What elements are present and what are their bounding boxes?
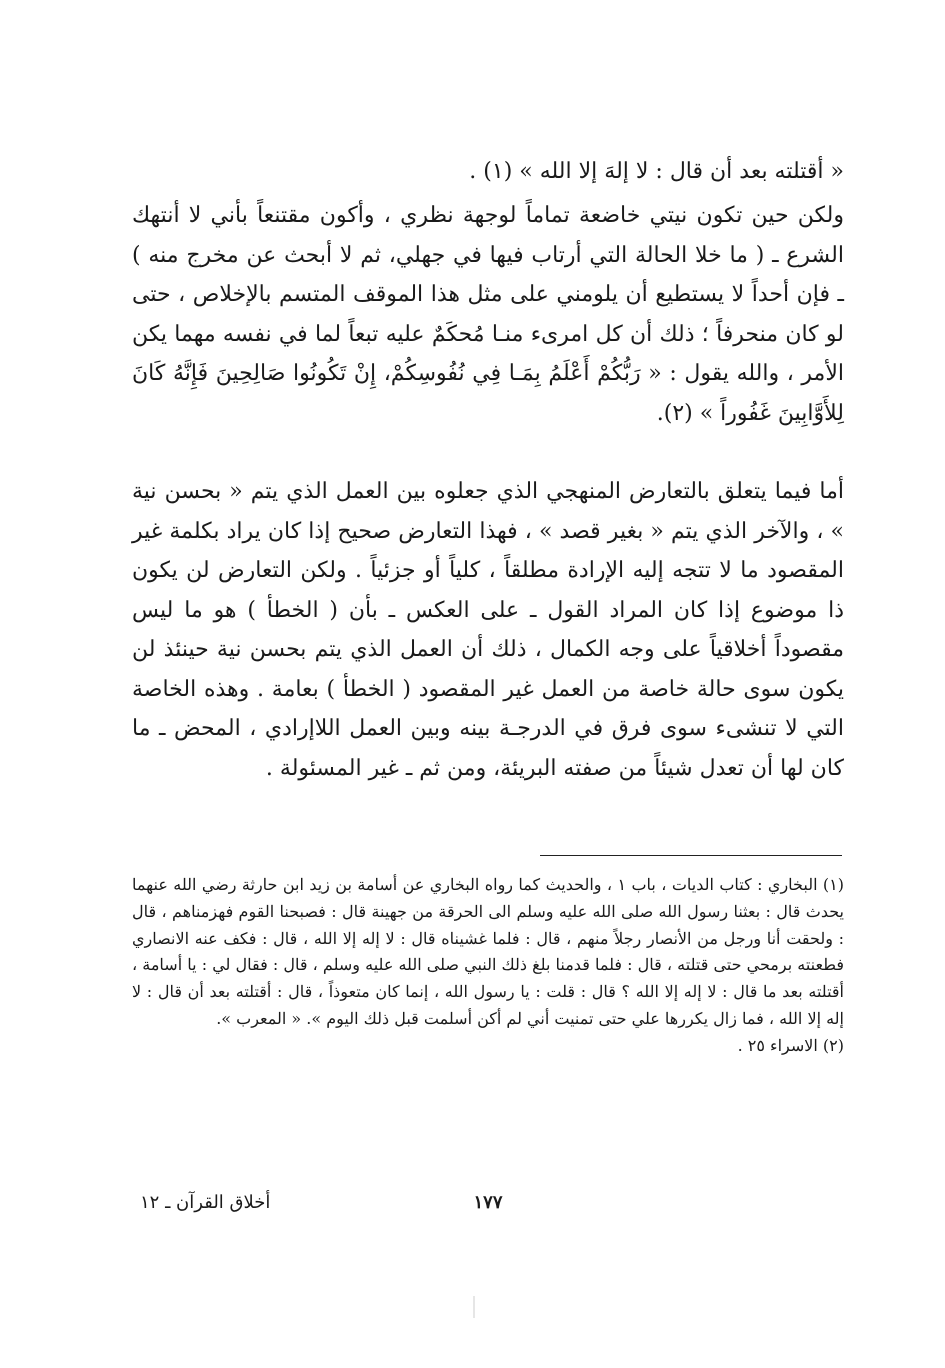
scan-artifact-mark xyxy=(473,1296,475,1318)
footnote-1: (١) البخاري : كتاب الديات ، باب ١ ، والحديث كما رواه البخاري عن أسامة بن زيد ابن حارثة رضي الله عنهما يحدث قال : بعثنا رسول الله صلى الله عليه وسلم الى الحرقة من جهينة قال : فصبحنا القوم فهزمناهم ، قال : ولحقت أنا ورجل من الأنصار رجلاً منهم ، قال : فلما غشيناه قال : لا إله إلا الله ، قال : فكف عنه الانصاري فطعنته برمحي حتى قتلته ، قال : فلما قدمنا بلغ ذلك النبي صلى الله عليه وسلم ، قال : فقال لي : يا أسامة ، أقتلته بعد ما قال : لا إله إلا الله ؟ قال : قلت : يا رسول الله ، إنما كان متعوذاً ، قال : أقتلته بعد أن قال : لا إله إلا الله ، فما زال يكررها علي حتى تمنيت أني لم أكن أسلمت قبل ذلك اليوم ». « المعرب ». xyxy=(132,875,845,1028)
page-footer xyxy=(132,1192,844,1222)
footnotes xyxy=(132,872,844,1060)
paragraph-methodological-contrast: أما فيما يتعلق بالتعارض المنهجي الذي جعلوه بين العمل الذي يتم « بحسن نية » ، والآخر الذي يتم « بغير قصد » ، فهذا التعارض صحيح إذا كان يراد بكلمة غير المقصود ما لا تتجه إليه الإرادة مطلقاً ، كلياً أو جزئياً . ولكن التعارض لن يكون ذا موضوع إذا كان المراد القول ـ على العكس ـ بأن ( الخطأ ) هو ما ليس مقصوداً أخلاقياً على وجه الكمال ، ذلك أن العمل الذي يتم بحسن نية حينئذ لن يكون سوى حالة خاصة من العمل غير المقصود ( الخطأ ) بعامة . وهذه الخاصة التي لا تنشىء سوى فرق في الدرجـة بينه وبين العمل اللاإرادي ، المحض ـ ما كان لها أن تعدل شيئاً من صفته البريئة، ومن ثم ـ غير المسئولة . xyxy=(132,479,844,781)
paragraph-intention: ولكن حين تكون نيتي خاضعة تماماً لوجهة نظري ، وأكون مقتنعاً بأني لا أنتهك الشرع ـ ( ما خلا الحالة التي أرتاب فيها في جهلي، ثم لا أبحث عن مخرج منه ) ـ فإن أحداً لا يستطيع أن يلومني على مثل هذا الموقف المتسم بالإخلاص ، حتى لو كان منحرفاً ؛ ذلك أن كل امرىء منـا مُحكَمٌ عليه تبعاً لما في نفسه مهما يكن الأمر ، والله يقول : « رَبُّكُمْ أَعْلَمُ بِمَـا فِي نُفُوسِكُمْ، إِنْ تَكُونُوا صَالِحِينَ فَإِنَّهُ كَانَ لِلأَوَّابِينَ غَفُوراً » (٢). xyxy=(132,203,844,426)
book-signature: أخلاق القرآن ـ ١٢ xyxy=(140,1192,271,1213)
footnote-separator xyxy=(540,855,842,856)
hadith-quote-line: « أقتلته بعد أن قال : لا إلهَ إلا الله » (١) . xyxy=(469,159,844,184)
footnote-2: (٢) الاسراء ٢٥ . xyxy=(737,1035,844,1055)
page-number: ١٧٧ xyxy=(473,1192,503,1213)
